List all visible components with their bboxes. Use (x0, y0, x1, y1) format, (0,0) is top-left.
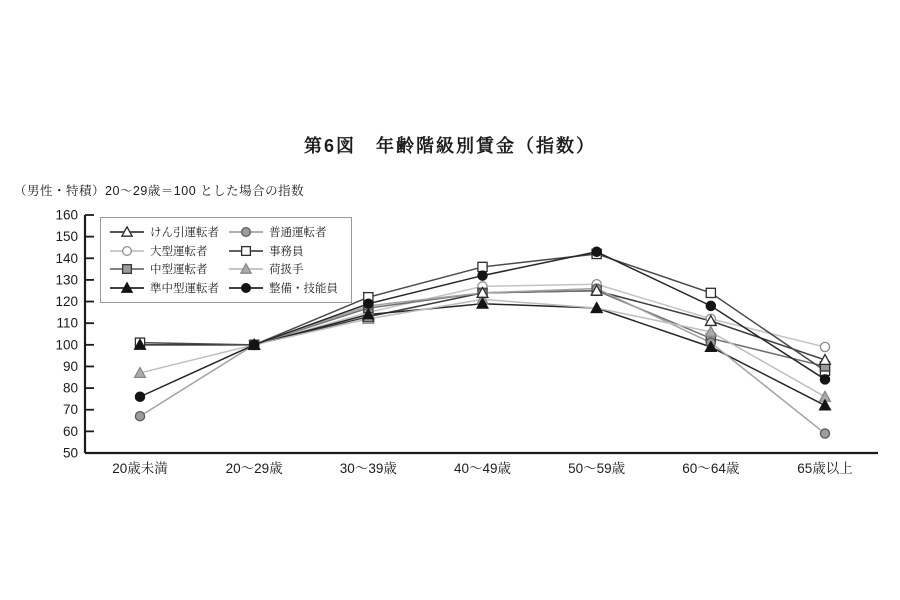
legend-swatch (228, 262, 264, 276)
circle-black-icon (478, 271, 487, 280)
legend-item-3 (109, 280, 228, 296)
legend (100, 217, 352, 303)
y-tick-label: 150 (55, 229, 78, 245)
legend-label-5: 事務員 (269, 245, 304, 258)
circle-gray-icon (135, 412, 144, 421)
series-4-line (140, 289, 825, 434)
x-tick-label: 50～59歳 (568, 461, 626, 476)
x-tick-label: 20歳未満 (112, 461, 168, 476)
y-tick-label: 90 (62, 358, 78, 374)
legend-item-1 (109, 243, 228, 259)
legend-swatch (109, 262, 145, 276)
legend-swatch (228, 244, 264, 258)
legend-label-0: けん引運転者 (150, 227, 219, 240)
legend-label-2: 中型運転者 (150, 264, 208, 277)
y-tick-label: 60 (62, 423, 78, 439)
series-6-markers (135, 294, 831, 401)
legend-item-4 (228, 224, 347, 240)
legend-label-1: 大型運転者 (150, 245, 208, 258)
circle-black-icon (364, 299, 373, 308)
legend-swatch (109, 281, 145, 295)
legend-swatch (228, 281, 264, 295)
x-tick-label: 30～39歳 (339, 461, 397, 476)
x-tick-label: 20～29歳 (225, 461, 283, 476)
series-3-line (140, 304, 825, 406)
circle-open-icon (820, 342, 829, 351)
legend-swatch (228, 225, 264, 239)
chart-title: 第6図 年齢階級別賃金（指数） (303, 136, 596, 156)
legend-label-7: 整備・技能員 (269, 282, 338, 295)
circle-black-icon (706, 301, 715, 310)
square-open-icon (478, 262, 487, 271)
circle-black-icon (820, 375, 829, 384)
circle-black-icon (242, 283, 251, 292)
legend-item-0 (109, 224, 228, 240)
circle-black-icon (250, 340, 259, 349)
circle-black-icon (592, 247, 601, 256)
chart-subtitle: （男性・特積）20～29歳＝100 とした場合の指数 (14, 184, 305, 198)
square-open-icon (242, 246, 251, 255)
x-tick-label: 40～49歳 (453, 461, 512, 476)
legend-item-6 (228, 261, 347, 277)
legend-item-7 (228, 280, 347, 296)
y-tick-label: 120 (55, 294, 78, 310)
y-tick-label: 110 (56, 315, 78, 331)
y-tick-label: 50 (62, 445, 78, 461)
circle-gray-icon (242, 228, 251, 237)
x-tick-label: 60～64歳 (682, 461, 740, 476)
legend-label-6: 荷扱手 (269, 264, 304, 277)
legend-swatch (109, 244, 145, 258)
legend-label-3: 準中型運転者 (150, 282, 219, 295)
square-gray-icon (123, 265, 132, 274)
legend-item-2 (109, 261, 228, 277)
y-tick-label: 80 (62, 380, 78, 396)
legend-swatch (109, 225, 145, 239)
y-tick-label: 100 (55, 337, 78, 353)
circle-open-icon (123, 246, 132, 255)
y-tick-label: 130 (55, 272, 78, 288)
square-open-icon (706, 288, 715, 297)
y-tick-label: 160 (55, 207, 78, 223)
y-tick-label: 140 (55, 250, 78, 266)
y-tick-label: 70 (62, 402, 78, 418)
triangle-open-icon (820, 355, 831, 365)
legend-label-4: 普通運転者 (269, 227, 327, 240)
circle-black-icon (135, 392, 144, 401)
legend-item-5 (228, 243, 347, 259)
circle-gray-icon (820, 429, 829, 438)
x-tick-label: 65歳以上 (797, 461, 853, 476)
